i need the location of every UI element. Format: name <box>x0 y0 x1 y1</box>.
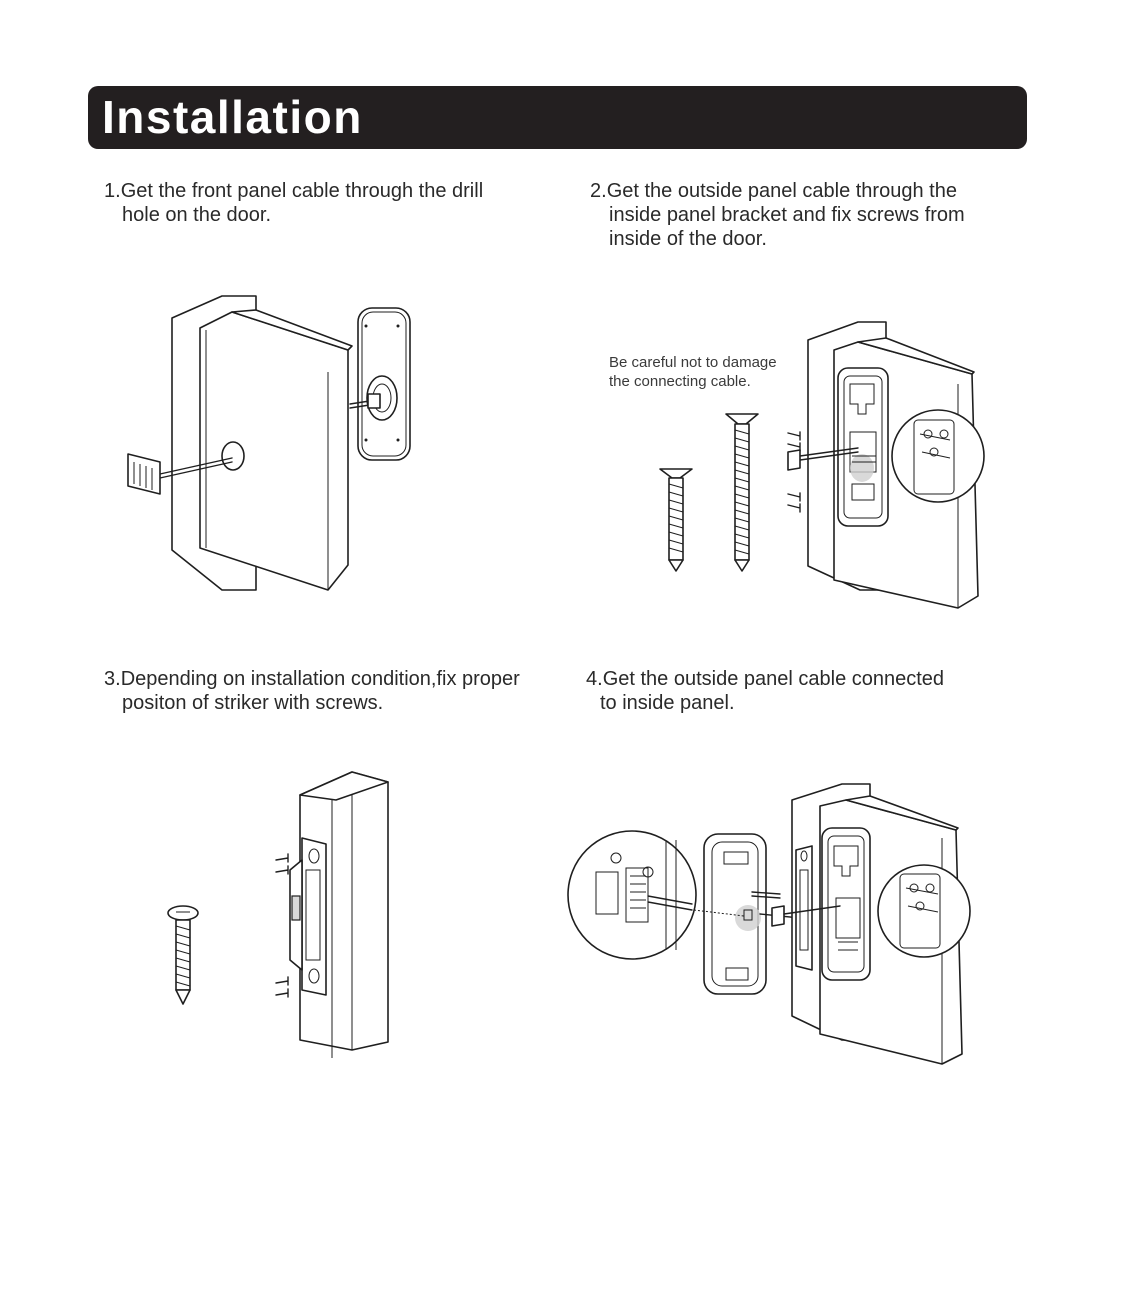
step-3-number: 3. <box>104 668 121 690</box>
drill-hole <box>222 442 244 470</box>
step-1-line-1: Get the front panel cable through the drill <box>120 180 484 202</box>
detail-magnifier-2 <box>892 410 984 502</box>
step-2-line-3: inside of the door. <box>609 228 767 250</box>
step-2-warning-line-1: Be careful not to damage <box>609 354 777 371</box>
step-4-line-1: Get the outside panel cable connected <box>602 668 945 690</box>
step-4-number: 4. <box>586 668 603 690</box>
step-1-line-2: hole on the door. <box>122 204 272 226</box>
step-2-line-2: inside panel bracket and fix screws from <box>609 204 965 226</box>
step-4-line-2: to inside panel. <box>600 692 735 714</box>
striker-small-screws <box>276 854 288 997</box>
short-screw <box>660 469 692 571</box>
step-2-number: 2. <box>590 180 607 202</box>
step-2-warning-line-2: the connecting cable. <box>609 373 751 390</box>
step-4-illustration <box>568 784 970 1064</box>
long-screw <box>726 414 758 571</box>
detail-magnifier-4-left <box>568 831 696 959</box>
inside-bracket <box>838 368 888 526</box>
detail-magnifier-4-right <box>878 865 970 957</box>
step-3-line-2: positon of striker with screws. <box>122 692 384 714</box>
step-2-line-1: Get the outside panel cable through the <box>606 180 957 202</box>
step-2-illustration <box>660 322 984 608</box>
cable-connector <box>128 454 160 494</box>
step-3-line-1: Depending on installation condition,fix proper <box>120 668 520 690</box>
step-1-illustration <box>128 296 410 590</box>
step-1-number: 1. <box>104 180 121 202</box>
small-screws <box>788 432 800 512</box>
inside-bracket-4 <box>822 828 870 980</box>
striker-screw <box>168 906 198 1004</box>
step-3-illustration <box>168 772 388 1058</box>
section-title: Installation <box>102 91 363 143</box>
